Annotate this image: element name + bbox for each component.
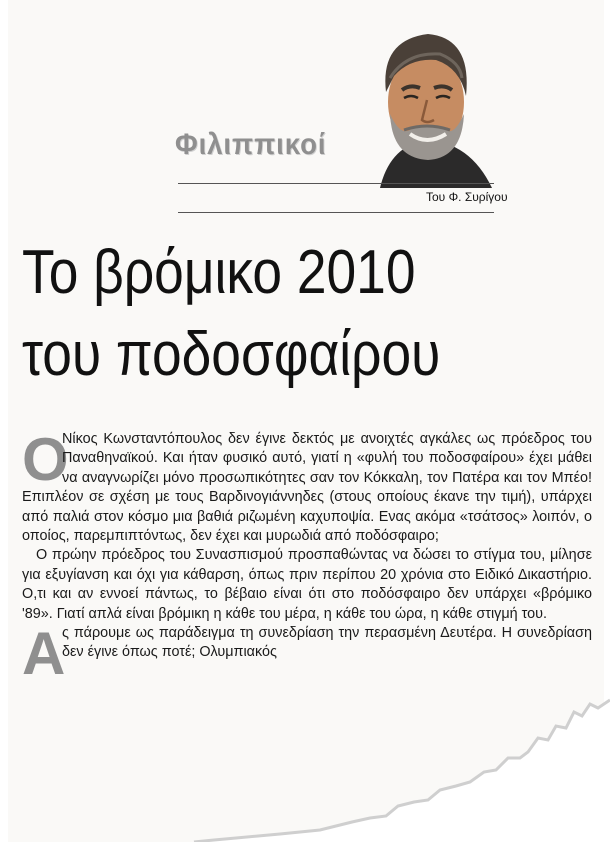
paragraph-3-text: ς πάρουμε ως παράδειγμα τη συνεδρίαση την περασμένη Δευτέρα. Η συνεδρίαση δεν έγινε όπως ποτέ; Ολυμπιακός: [62, 625, 592, 661]
paragraph-1: [22, 426, 592, 546]
headline: [22, 232, 440, 396]
byline: Του Φ. Συρίγου: [426, 190, 508, 204]
author-photo: [350, 18, 502, 188]
paragraph-2: Ο πρώην πρόεδρος του Συνασπισμού προσπαθώντας να δώσει το στίγμα του, μίλησε για εξυγίανση και όχι για κάθαρση, όπως πριν περίπου 20 χρόνια στο Ειδικό Δικαστήριο. Ο,τι και αν εννοεί πάντως, το βέβαιο είναι ότι στο ποδόσφαιρο δεν υπάρχει «βρόμικο '89». Γιατί απλά είναι βρόμικη η κάθε του μέρα, η κάθε του ώρα, η κάθε στιγμή του.: [22, 547, 592, 622]
newspaper-clipping: [8, 0, 604, 842]
article-body: [22, 426, 592, 688]
column-divider-top: [178, 183, 494, 184]
headline-line-2: του ποδοσφαίρου: [22, 320, 441, 389]
column-title: Φιλιππικοί: [175, 128, 327, 161]
paragraph-3: [22, 620, 592, 688]
column-divider-bottom: [178, 212, 494, 213]
drop-cap: Α: [22, 620, 66, 688]
drop-cap: Ο: [22, 426, 69, 493]
headline-line-1: Το βρόμικο 2010: [22, 238, 416, 307]
paragraph-1-text: Νίκος Κωνσταντόπουλος δεν έγινε δεκτός με ανοιχτές αγκάλες ως πρόεδρος του Παναθηναϊκού. Και ήταν φυσικό αυτό, γιατί η «φυλή του ποδοσφαίρου» έχει μάθει να αναγνωρίζει μόνο προσωπικότητες σαν τον Κόκκαλη, τον Πατέρα και τον Μπέο! Επιπλέον σε σχέση με τους Βαρδινογιάννηδες (στους οποίους έκανε την τιμή), υπάρχει από παλιά στον κόσμο μια βαθιά ριζωμένη καχυποψία. Ενας ακόμα «τσάτσος» λοιπόν, ο οποίος, παρεμπιπτόντως, δεν έχει και μυρωδιά από ποδόσφαιρο;: [22, 431, 592, 545]
